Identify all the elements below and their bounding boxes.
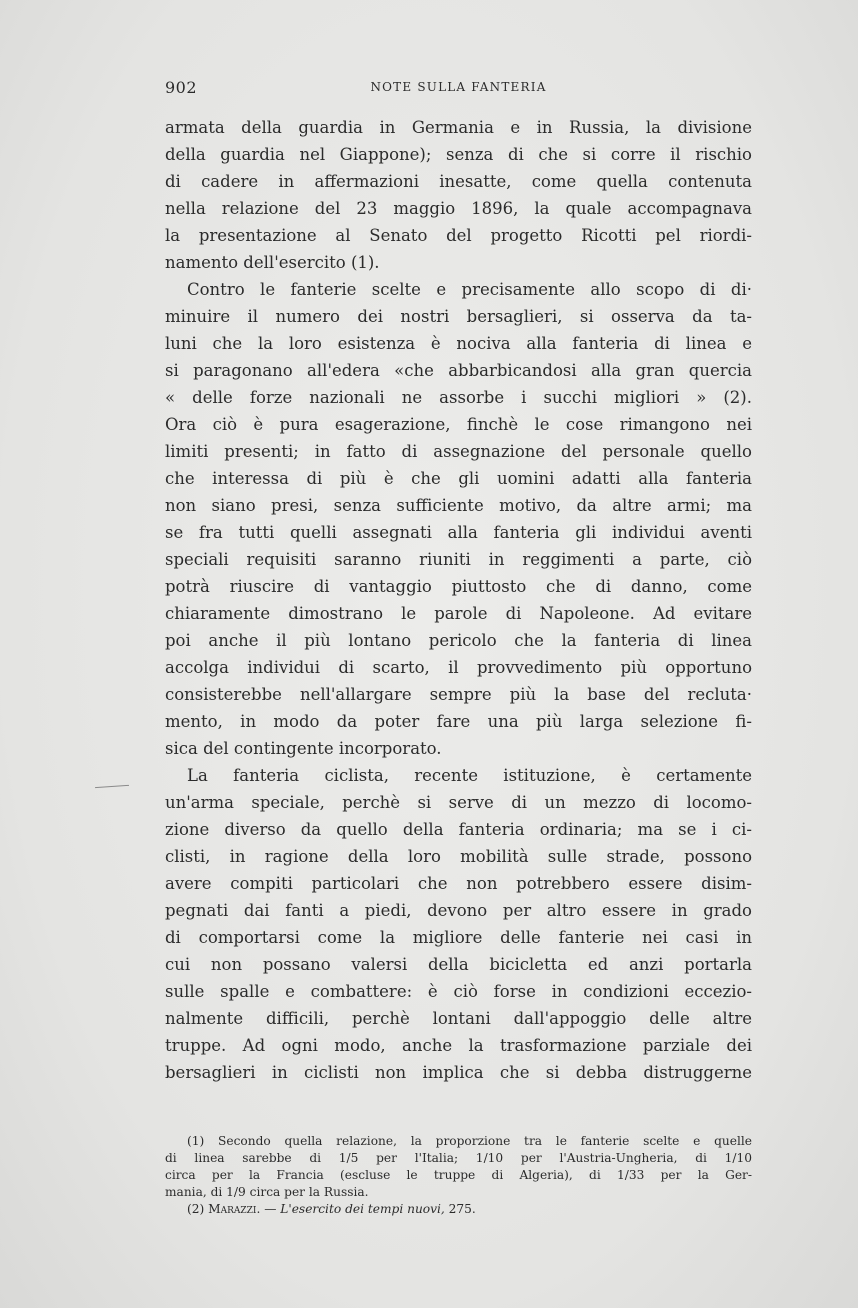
body-line: namento dell'esercito (1). <box>165 253 380 272</box>
body-line: sica del contingente incorporato. <box>165 739 442 758</box>
page-header <box>165 78 752 102</box>
body-line: clisti, in ragione della loro mobilità sulle strade, possono <box>165 847 752 866</box>
footnote-line: mania, di 1/9 circa per la Russia. <box>165 1185 369 1199</box>
footnote-2-author: Marazzi. <box>208 1202 261 1216</box>
body-line: avere compiti particolari che non potrebbero essere disim- <box>165 874 752 893</box>
body-line: zione diverso da quello della fanteria ordinaria; ma se i ci- <box>165 820 752 839</box>
body-line: potrà riuscire di vantaggio piuttosto che di danno, come <box>165 577 752 596</box>
body-line: nalmente difficili, perchè lontani dall'appoggio delle altre <box>165 1009 752 1028</box>
body-line: accolga individui di scarto, il provvedimento più opportuno <box>165 658 752 677</box>
body-line: luni che la loro esistenza è nociva alla fanteria di linea e <box>165 334 752 353</box>
body-line: si paragonano all'edera «che abbarbicandosi alla gran quercia <box>165 361 752 380</box>
body-line: limiti presenti; in fatto di assegnazione del personale quello <box>165 442 752 461</box>
body-line: che interessa di più è che gli uomini adatti alla fanteria <box>165 469 752 488</box>
footnote-2-page: 275. <box>448 1202 476 1216</box>
footnote-line: di linea sarebbe di 1/5 per l'Italia; 1/10 per l'Austria-Ungheria, di 1/10 <box>165 1151 752 1165</box>
body-line: di cadere in affermazioni inesatte, come quella contenuta <box>165 172 752 191</box>
footnote-line: (1) Secondo quella relazione, la proporzione tra le fanterie scelte e quelle <box>187 1134 752 1148</box>
body-line: un'arma speciale, perchè si serve di un mezzo di locomo- <box>165 793 752 812</box>
body-line: sulle spalle e combattere: è ciò forse in condizioni eccezio- <box>165 982 752 1001</box>
body-line: poi anche il più lontano pericolo che la fanteria di linea <box>165 631 752 650</box>
body-line: della guardia nel Giappone); senza di che si corre il rischio <box>165 145 752 164</box>
body-line: Ora ciò è pura esagerazione, finchè le cose rimangono nei <box>165 415 752 434</box>
body-line: se fra tutti quelli assegnati alla fanteria gli individui aventi <box>165 523 752 542</box>
footnote-2-title: L'esercito dei tempi nuovi, <box>280 1202 445 1216</box>
footnote-2-dash: — <box>264 1202 277 1216</box>
body-text <box>165 114 752 1086</box>
body-line: bersaglieri in ciclisti non implica che si debba distruggerne <box>165 1063 752 1082</box>
margin-pencil-mark <box>95 785 129 788</box>
body-line: truppe. Ad ogni modo, anche la trasformazione parziale dei <box>165 1036 752 1055</box>
footnote-2-marker: (2) <box>187 1202 205 1216</box>
body-line: pegnati dai fanti a piedi, devono per altro essere in grado <box>165 901 752 920</box>
body-line: « delle forze nazionali ne assorbe i succhi migliori » (2). <box>165 388 752 407</box>
body-line: minuire il numero dei nostri bersaglieri, si osserva da ta- <box>165 307 752 326</box>
footnote-2 <box>187 1201 752 1218</box>
body-line: di comportarsi come la migliore delle fanterie nei casi in <box>165 928 752 947</box>
body-line: armata della guardia in Germania e in Russia, la divisione <box>165 118 752 137</box>
page-number: 902 <box>165 78 198 97</box>
body-line: chiaramente dimostrano le parole di Napoleone. Ad evitare <box>165 604 752 623</box>
footnote-line: circa per la Francia (escluse le truppe di Algeria), di 1/33 per la Ger- <box>165 1168 752 1182</box>
body-line: la presentazione al Senato del progetto Ricotti pel riordi- <box>165 226 752 245</box>
body-line: Contro le fanterie scelte e precisamente allo scopo di di· <box>187 280 752 299</box>
body-line: consisterebbe nell'allargare sempre più la base del recluta· <box>165 685 752 704</box>
body-line: La fanteria ciclista, recente istituzione, è certamente <box>187 766 752 785</box>
body-line: speciali requisiti saranno riuniti in reggimenti a parte, ciò <box>165 550 752 569</box>
body-line: non siano presi, senza sufficiente motivo, da altre armi; ma <box>165 496 752 515</box>
running-title: NOTE SULLA FANTERIA <box>370 80 547 94</box>
body-line: mento, in modo da poter fare una più larga selezione fi- <box>165 712 752 731</box>
body-line: cui non possano valersi della bicicletta ed anzi portarla <box>165 955 752 974</box>
footnotes <box>165 1133 752 1218</box>
body-line: nella relazione del 23 maggio 1896, la quale accompagnava <box>165 199 752 218</box>
